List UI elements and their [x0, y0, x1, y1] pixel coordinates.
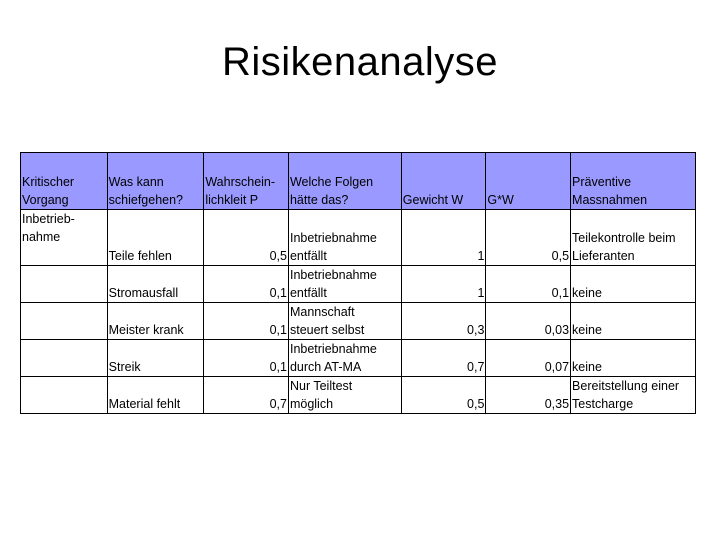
cell-g-times-w: 0,1 [486, 266, 571, 303]
table-header-row [21, 153, 696, 210]
cell-what-can-go-wrong: Meister krank [107, 303, 204, 340]
table-row [21, 303, 696, 340]
header-weight: Gewicht W [401, 153, 486, 210]
cell-what-can-go-wrong: Streik [107, 340, 204, 377]
table-row [21, 377, 696, 414]
cell-preventive-measures: keine [571, 266, 696, 303]
cell-weight: 0,7 [401, 340, 486, 377]
cell-preventive-measures: Teilekontrolle beim Lieferanten [571, 210, 696, 266]
cell-probability: 0,1 [204, 340, 289, 377]
cell-preventive-measures: Bereitstellung einer Testcharge [571, 377, 696, 414]
cell-consequences: Mannschaft steuert selbst [288, 303, 401, 340]
cell-preventive-measures: keine [571, 303, 696, 340]
cell-weight: 0,3 [401, 303, 486, 340]
cell-what-can-go-wrong: Stromausfall [107, 266, 204, 303]
table-row [21, 210, 696, 266]
slide-title: Risikenanalyse [221, 40, 499, 84]
header-probability: Wahrschein- lichkleit P [204, 153, 289, 210]
cell-consequences: Inbetriebnahme entfällt [288, 210, 401, 266]
cell-consequences: Nur Teiltest möglich [288, 377, 401, 414]
cell-weight: 1 [401, 266, 486, 303]
cell-consequences: Inbetriebnahme entfällt [288, 266, 401, 303]
cell-critical-process [21, 303, 108, 340]
cell-probability: 0,1 [204, 266, 289, 303]
cell-critical-process [21, 340, 108, 377]
cell-weight: 1 [401, 210, 486, 266]
cell-critical-process: Inbetrieb- nahme [21, 210, 108, 266]
table-row [21, 266, 696, 303]
table-row [21, 340, 696, 377]
cell-critical-process [21, 377, 108, 414]
cell-g-times-w: 0,35 [486, 377, 571, 414]
cell-critical-process [21, 266, 108, 303]
cell-g-times-w: 0,07 [486, 340, 571, 377]
cell-probability: 0,5 [204, 210, 289, 266]
header-what-can-go-wrong: Was kann schiefgehen? [107, 153, 204, 210]
risk-table-container [20, 152, 696, 411]
header-consequences: Welche Folgen hätte das? [288, 153, 401, 210]
header-critical-process: Kritischer Vorgang [21, 153, 108, 210]
header-preventive-measures: Präventive Massnahmen [571, 153, 696, 210]
cell-what-can-go-wrong: Teile fehlen [107, 210, 204, 266]
cell-weight: 0,5 [401, 377, 486, 414]
risk-analysis-table [20, 152, 696, 414]
cell-what-can-go-wrong: Material fehlt [107, 377, 204, 414]
cell-probability: 0,1 [204, 303, 289, 340]
cell-probability: 0,7 [204, 377, 289, 414]
cell-g-times-w: 0,03 [486, 303, 571, 340]
header-g-times-w: G*W [486, 153, 571, 210]
cell-consequences: Inbetriebnahme durch AT-MA [288, 340, 401, 377]
cell-preventive-measures: keine [571, 340, 696, 377]
cell-g-times-w: 0,5 [486, 210, 571, 266]
